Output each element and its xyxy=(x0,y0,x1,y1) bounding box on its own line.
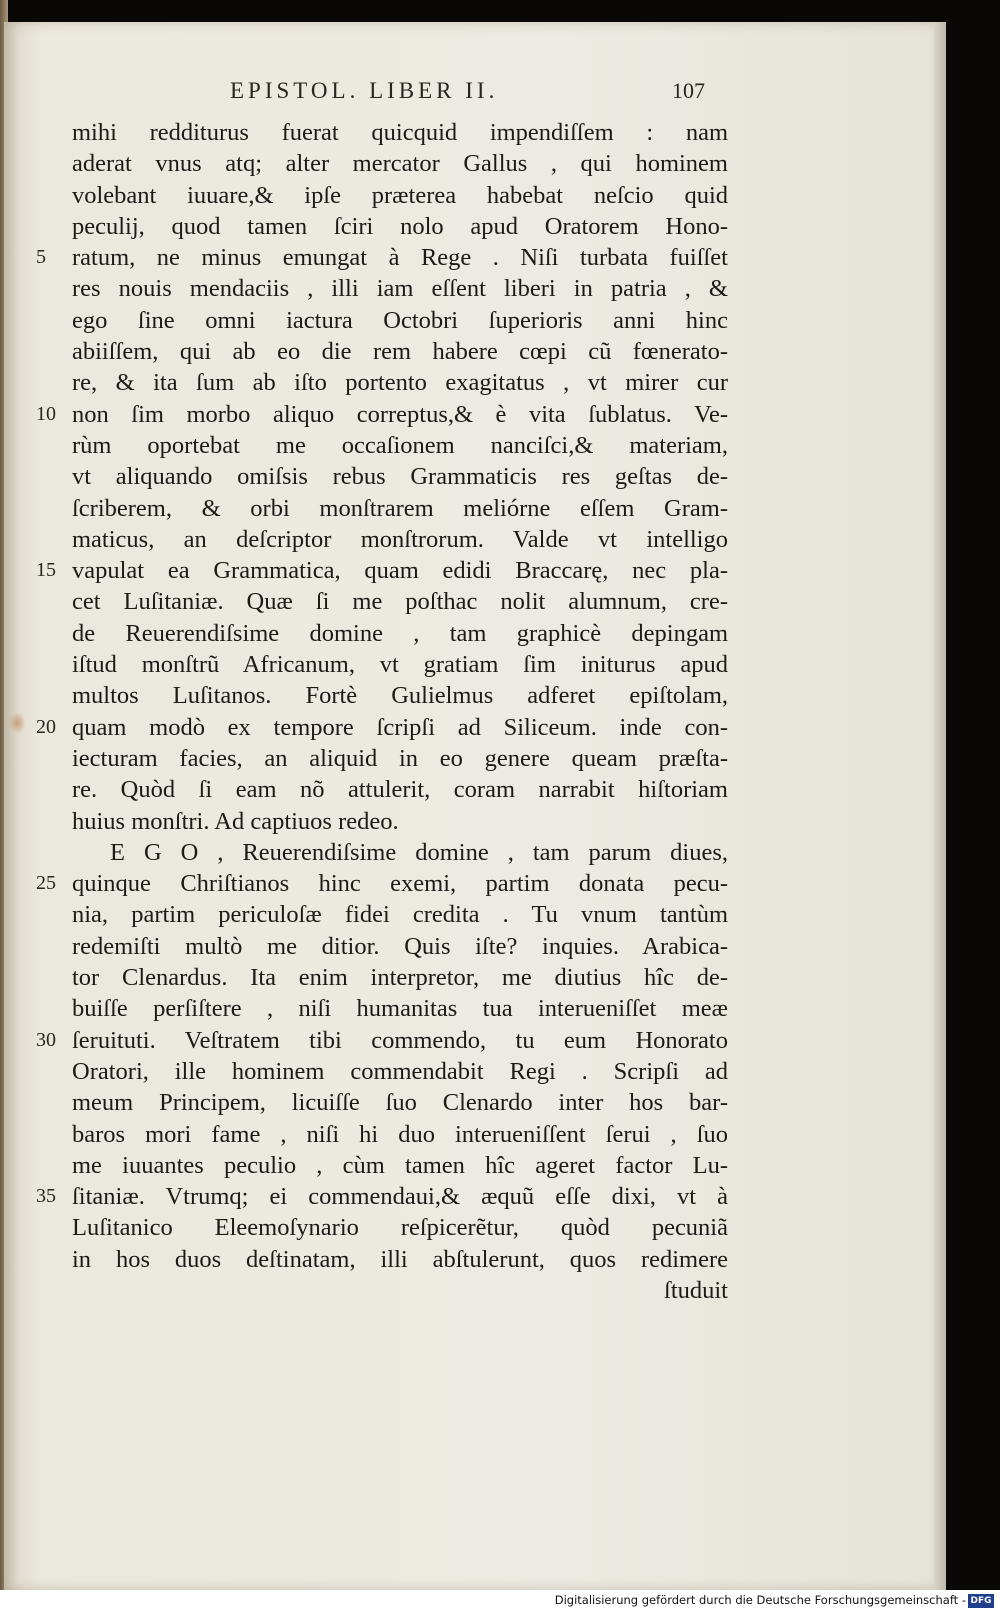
text-line xyxy=(72,524,728,555)
body-text xyxy=(36,117,728,1306)
line-text: Luſitanico Eleemoſynario reſpicerẽtur, quòd pecuniã xyxy=(72,1214,728,1242)
line-number: 20 xyxy=(36,715,56,738)
line-text: de Reuerendiſsime domine , tam graphicè depingam xyxy=(72,619,728,647)
text-line xyxy=(36,242,728,273)
line-text: iecturam facies, an aliquid in eo genere queam præſta- xyxy=(72,744,728,772)
line-text: cet Luſitaniæ. Quæ ſi me poſthac nolit alumnum, cre- xyxy=(72,588,728,616)
line-text: res nouis mendaciis , illi iam eſſent liberi in patria , & xyxy=(72,275,728,303)
text-line xyxy=(72,1212,728,1243)
line-number: 10 xyxy=(36,402,56,425)
text-line xyxy=(72,367,728,398)
text-line xyxy=(72,1119,728,1150)
text-line xyxy=(72,1275,728,1306)
text-line xyxy=(72,305,728,336)
line-text: aderat vnus atq; alter mercator Gallus , qui hominem xyxy=(72,150,728,178)
line-text: meum Principem, licuiſſe ſuo Clenardo inter hos bar- xyxy=(72,1089,728,1117)
line-text: ſitaniæ. Vtrumq; ei commendaui,& æquũ eſſe dixi, vt à xyxy=(72,1183,728,1211)
line-text: re. Quòd ſi eam nõ attulerit, coram narrabit hiſtoriam xyxy=(72,776,728,804)
line-text: rùm oportebat me occaſionem nanciſci,& materiam, xyxy=(72,431,728,459)
text-line xyxy=(36,1181,728,1212)
line-number: 15 xyxy=(36,559,56,582)
text-line xyxy=(72,336,728,367)
line-number: 35 xyxy=(36,1185,56,1208)
line-text: huius monſtri. Ad captiuos redeo. xyxy=(72,807,399,835)
line-text: ratum, ne minus emungat à Rege . Niſi turbata fuiſſet xyxy=(72,244,728,272)
text-line xyxy=(72,931,728,962)
line-text: baros mori fame , niſi hi duo interueniſſent ſerui , ſuo xyxy=(72,1120,728,1148)
line-text: peculij, quod tamen ſciri nolo apud Oratorem Hono- xyxy=(72,212,728,240)
page-stain xyxy=(8,712,26,734)
text-line xyxy=(72,680,728,711)
text-line xyxy=(36,1025,728,1056)
text-line xyxy=(72,962,728,993)
line-text: E G O , Reuerendiſsime domine , tam parum diues, xyxy=(110,838,728,866)
line-text: nia, partim periculoſæ fidei credita . Tu vnum tantùm xyxy=(72,901,728,929)
line-text: ego ſine omni iactura Octobri ſuperioris anni hinc xyxy=(72,306,728,334)
line-text: maticus, an deſcriptor monſtrorum. Valde vt intelligo xyxy=(72,525,728,553)
line-text: ſeruituti. Veſtratem tibi commendo, tu eum Honorato xyxy=(72,1026,728,1054)
line-text: ſcriberem, & orbi monſtrarem meliórne eſſem Gram- xyxy=(72,494,728,522)
text-line xyxy=(72,1244,728,1275)
text-line xyxy=(72,899,728,930)
line-text: mihi redditurus fuerat quicquid impendiſſem : nam xyxy=(72,119,728,146)
line-text: abiiſſem, qui ab eo die rem habere cœpi cũ fœnerato- xyxy=(72,338,728,366)
line-text: vapulat ea Grammatica, quam edidi Braccarę, nec pla- xyxy=(72,557,728,585)
text-line xyxy=(72,148,728,179)
text-line xyxy=(72,837,728,868)
text-line xyxy=(72,806,728,837)
text-line xyxy=(72,211,728,242)
line-text: in hos duos deſtinatam, illi abſtulerunt, quos redimere xyxy=(72,1245,728,1273)
page-number: 107 xyxy=(672,78,705,103)
text-line xyxy=(72,649,728,680)
text-line xyxy=(72,1150,728,1181)
text-line xyxy=(72,1056,728,1087)
line-text: me iuuantes peculio , cùm tamen hîc ageret factor Lu- xyxy=(72,1151,728,1179)
line-text: iſtud monſtrũ Africanum, vt gratiam ſim initurus apud xyxy=(72,651,728,679)
text-line xyxy=(72,743,728,774)
line-text: Oratori, ille hominem commendabit Regi . Scripſi ad xyxy=(72,1057,728,1085)
line-text: quam modò ex tempore ſcripſi ad Siliceum. inde con- xyxy=(72,713,728,741)
text-line xyxy=(72,1087,728,1118)
footer-bar xyxy=(0,1590,1000,1613)
line-text: quinque Chriſtianos hinc exemi, partim donata pecu- xyxy=(72,870,728,898)
line-text: non ſim morbo aliquo correptus,& è vita ſublatus. Ve- xyxy=(72,400,728,428)
text-line xyxy=(72,430,728,461)
line-text: volebant iuuare,& ipſe præterea habebat neſcio quid xyxy=(72,181,728,209)
text-line xyxy=(72,273,728,304)
text-line xyxy=(72,993,728,1024)
text-line xyxy=(72,774,728,805)
text-line xyxy=(72,117,728,148)
line-text: re, & ita ſum ab iſto portento exagitatus , vt mirer cur xyxy=(72,369,728,397)
dfg-logo: DFG xyxy=(968,1594,994,1608)
text-line xyxy=(72,461,728,492)
line-text: tor Clenardus. Ita enim interpretor, me diutius hîc de- xyxy=(72,964,728,992)
line-text: vt aliquando omiſsis rebus Grammaticis res geſtas de- xyxy=(72,463,728,491)
line-text: buiſſe perſiſtere , niſi humanitas tua interueniſſet meæ xyxy=(72,995,728,1023)
text-line xyxy=(36,555,728,586)
text-line xyxy=(72,618,728,649)
text-line xyxy=(72,586,728,617)
line-number: 30 xyxy=(36,1028,56,1051)
text-line xyxy=(72,493,728,524)
text-line xyxy=(36,712,728,743)
text-line xyxy=(36,399,728,430)
running-head: EPISTOL. LIBER II. xyxy=(230,78,499,103)
line-text: ſtuduit xyxy=(664,1276,728,1304)
text-line xyxy=(72,180,728,211)
text-line xyxy=(36,868,728,899)
line-text: redemiſti multò me ditior. Quis iſte? inquies. Arabica- xyxy=(72,932,728,960)
line-text: multos Luſitanos. Fortè Gulielmus adferet epiſtolam, xyxy=(72,682,728,710)
line-number: 25 xyxy=(36,872,56,895)
line-number: 5 xyxy=(36,246,46,269)
funding-credit: Digitalisierung gefördert durch die Deutsche Forschungsgemeinschaft - xyxy=(554,1593,966,1607)
